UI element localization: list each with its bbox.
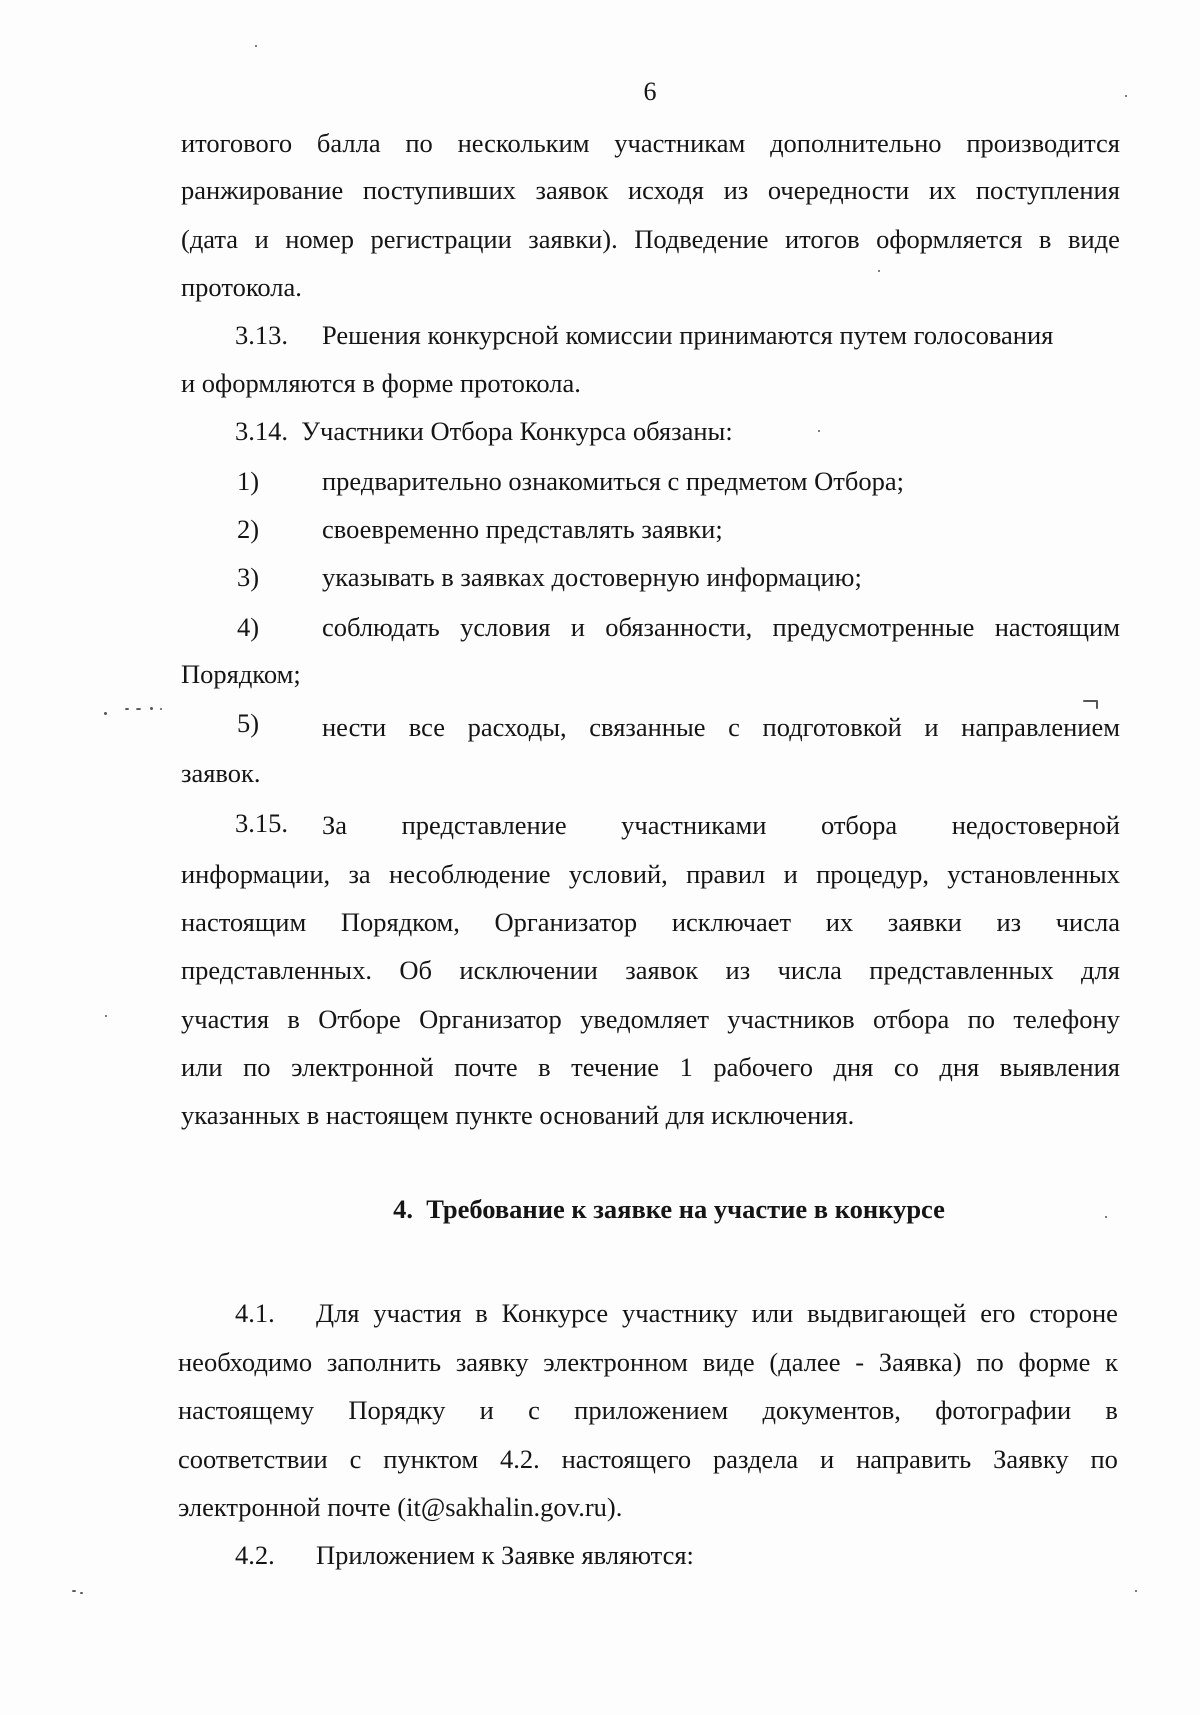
list-item-number: 4) [237, 612, 260, 642]
word: участниками [621, 810, 767, 840]
scan-speck [160, 708, 162, 710]
paragraph-line [322, 808, 1120, 842]
word: участия [373, 1298, 462, 1328]
word: электронном [543, 1347, 688, 1377]
word: из [725, 955, 751, 985]
word: с [349, 1444, 362, 1474]
word: итогов [784, 224, 860, 254]
word: соблюдать [322, 612, 440, 642]
word: его [980, 1298, 1016, 1328]
word: заявки). [528, 224, 618, 254]
word: или [181, 1052, 223, 1082]
word: участникам [614, 128, 746, 158]
word: связанные [589, 712, 706, 742]
clause-number: 3.13. [235, 320, 288, 350]
paragraph-line [178, 1442, 1118, 1476]
word: установленных [947, 859, 1120, 889]
word: нескольким [457, 128, 590, 158]
word: в [287, 1004, 300, 1034]
word: все [408, 712, 445, 742]
word: дня [833, 1052, 874, 1082]
word: документов, [762, 1395, 901, 1425]
word: форме [1018, 1347, 1091, 1377]
paragraph-line: протокола. [181, 272, 302, 302]
word: или [751, 1298, 794, 1328]
word: выдвигающей [807, 1298, 967, 1328]
paragraph-line [316, 1296, 1118, 1330]
word: фотографии [935, 1395, 1072, 1425]
word: 4.2. [499, 1444, 540, 1474]
list-item-number: 3) [237, 562, 260, 592]
scan-speck [72, 1590, 76, 1592]
word: очередности [767, 175, 910, 205]
word: нести [322, 712, 387, 742]
word: настоящему [178, 1395, 315, 1425]
word: регистрации [370, 224, 512, 254]
paragraph-line: электронной почте (it@sakhalin.gov.ru). [178, 1492, 623, 1522]
word: условия [460, 612, 551, 642]
scan-speck [818, 430, 820, 432]
word: заявку [455, 1347, 529, 1377]
scan-speck [1105, 1216, 1107, 1218]
word: в [1105, 1395, 1118, 1425]
word: Организатор [494, 907, 638, 937]
word: почте [454, 1052, 518, 1082]
word: и [820, 1444, 835, 1474]
word: приложением [574, 1395, 729, 1425]
word: Организатор [419, 1004, 562, 1034]
paragraph-line [181, 126, 1120, 160]
word: участия [181, 1004, 270, 1034]
scan-speck [105, 1015, 107, 1017]
word: и [924, 712, 939, 742]
paragraph-line [181, 953, 1120, 987]
word: в [1038, 224, 1052, 254]
word: рабочего [713, 1052, 813, 1082]
word: раздела [712, 1444, 799, 1474]
word: с [528, 1395, 540, 1425]
word: расходы, [467, 712, 567, 742]
scan-speck [150, 707, 153, 710]
word: Заявка) [878, 1347, 962, 1377]
word: процедур, [816, 859, 929, 889]
word: и [570, 612, 585, 642]
word: балла [316, 128, 381, 158]
word: со [893, 1052, 919, 1082]
paragraph-line: указанных в настоящем пункте оснований для исключения. [181, 1100, 855, 1130]
word: стороне [1029, 1298, 1118, 1328]
word: участников [727, 1004, 855, 1034]
page-number: 6 [643, 77, 657, 106]
word: оформляется [876, 224, 1023, 254]
word: и [479, 1395, 494, 1425]
scan-speck [104, 712, 107, 715]
scan-speck [1125, 95, 1127, 97]
clause-number: 3.15. [235, 808, 288, 838]
word: к [1105, 1347, 1118, 1377]
paragraph-line [178, 1393, 1118, 1427]
scan-speck [125, 708, 129, 710]
word: поступивших [362, 175, 516, 205]
clause-number: 4.2. [235, 1540, 275, 1570]
list-item-text: заявок. [181, 758, 261, 788]
paragraph-line [181, 222, 1120, 256]
word: исключении [459, 955, 598, 985]
section-heading: 4. Требование к заявке на участие в конкурсе [393, 1194, 945, 1224]
word: Порядком, [340, 907, 460, 937]
word: исходя [627, 175, 704, 205]
word: условий, [568, 859, 668, 889]
word: числа [777, 955, 842, 985]
word: необходимо [178, 1347, 313, 1377]
list-item-number: 5) [237, 708, 260, 738]
word: Для [316, 1298, 360, 1328]
word: Порядку [348, 1395, 446, 1425]
word: недостоверной [951, 810, 1120, 840]
word: числа [1055, 907, 1120, 937]
paragraph-line [181, 1050, 1120, 1084]
word: направлением [961, 712, 1120, 742]
list-item-text [322, 610, 1120, 644]
list-item-text: Порядком; [181, 659, 301, 689]
word: по [243, 1052, 271, 1082]
word: для [1081, 955, 1120, 985]
word: электронной [291, 1052, 434, 1082]
word: заявки [887, 907, 962, 937]
word: Конкурсе [501, 1298, 609, 1328]
word: течение [571, 1052, 660, 1082]
word: уведомляет [580, 1004, 709, 1034]
word: из [996, 907, 1022, 937]
list-item-text [322, 710, 1120, 744]
word: производится [966, 128, 1120, 158]
paragraph-line: Решения конкурсной комиссии принимаются путем голосования [322, 320, 1054, 350]
word: подготовкой [762, 712, 902, 742]
word: Отборе [318, 1004, 401, 1034]
word: представление [401, 810, 567, 840]
word: предусмотренные [772, 612, 975, 642]
paragraph-line [181, 905, 1120, 939]
word: заполнить [326, 1347, 442, 1377]
word: телефону [1013, 1004, 1120, 1034]
paragraph-line [178, 1345, 1118, 1379]
word: правил [686, 859, 766, 889]
paragraph-line [181, 857, 1120, 891]
scan-speck [136, 708, 141, 710]
word: по [967, 1004, 996, 1034]
word: по [1090, 1444, 1118, 1474]
scan-speck [255, 45, 257, 47]
word: настоящим [181, 907, 307, 937]
word: дня [939, 1052, 980, 1082]
word: в [538, 1052, 551, 1082]
paragraph-line: и оформляются в форме протокола. [181, 368, 581, 398]
word: заявок [535, 175, 609, 205]
word: - [855, 1347, 865, 1377]
paragraph-line: Приложением к Заявке являются: [316, 1540, 694, 1570]
word: настоящим [994, 612, 1120, 642]
word: в [475, 1298, 488, 1328]
scan-speck [878, 270, 880, 272]
word: и [254, 224, 269, 254]
list-item-text: своевременно представлять заявки; [322, 514, 723, 544]
word: Подведение [634, 224, 769, 254]
list-item-number: 2) [237, 514, 260, 544]
word: несоблюдение [389, 859, 551, 889]
word: и [783, 859, 798, 889]
word: представленных. [181, 955, 372, 985]
word: дополнительно [770, 128, 942, 158]
scan-speck [1083, 700, 1097, 702]
word: Об [399, 955, 432, 985]
word: направить [856, 1444, 972, 1474]
word: настоящего [561, 1444, 692, 1474]
paragraph-line [181, 173, 1120, 207]
paragraph-line [181, 1002, 1120, 1036]
word: выявления [999, 1052, 1120, 1082]
word: из [723, 175, 749, 205]
word: исключает [671, 907, 792, 937]
word: виде [1067, 224, 1120, 254]
word: 1 [679, 1052, 693, 1082]
word: отбора [873, 1004, 950, 1034]
word: за [348, 859, 371, 889]
word: информации, [181, 859, 331, 889]
list-item-text: предварительно ознакомиться с предметом Отбора; [322, 466, 904, 496]
scan-speck [80, 1592, 83, 1594]
word: соответствии [178, 1444, 328, 1474]
word: поступления [975, 175, 1120, 205]
list-item-text: указывать в заявках достоверную информацию; [322, 562, 862, 592]
scan-speck [1135, 1590, 1137, 1592]
word: ранжирование [181, 175, 344, 205]
word: За [322, 810, 348, 840]
word: обязанности, [605, 612, 753, 642]
scan-speck [1096, 700, 1098, 709]
word: по [976, 1347, 1004, 1377]
word: заявок [625, 955, 699, 985]
word: итогового [181, 128, 293, 158]
word: пунктом [383, 1444, 479, 1474]
clause-number: 4.1. [235, 1298, 275, 1328]
paragraph-line: 3.14. Участники Отбора Конкурса обязаны: [235, 416, 733, 446]
word: (дата [181, 224, 239, 254]
word: участнику [622, 1298, 738, 1328]
word: (далее [769, 1347, 841, 1377]
list-item-number: 1) [237, 466, 260, 496]
word: Заявку [993, 1444, 1069, 1474]
word: виде [702, 1347, 755, 1377]
word: по [405, 128, 433, 158]
word: отбора [820, 810, 898, 840]
word: номер [285, 224, 354, 254]
word: их [928, 175, 957, 205]
word: представленных [869, 955, 1054, 985]
word: их [825, 907, 854, 937]
word: с [728, 712, 740, 742]
